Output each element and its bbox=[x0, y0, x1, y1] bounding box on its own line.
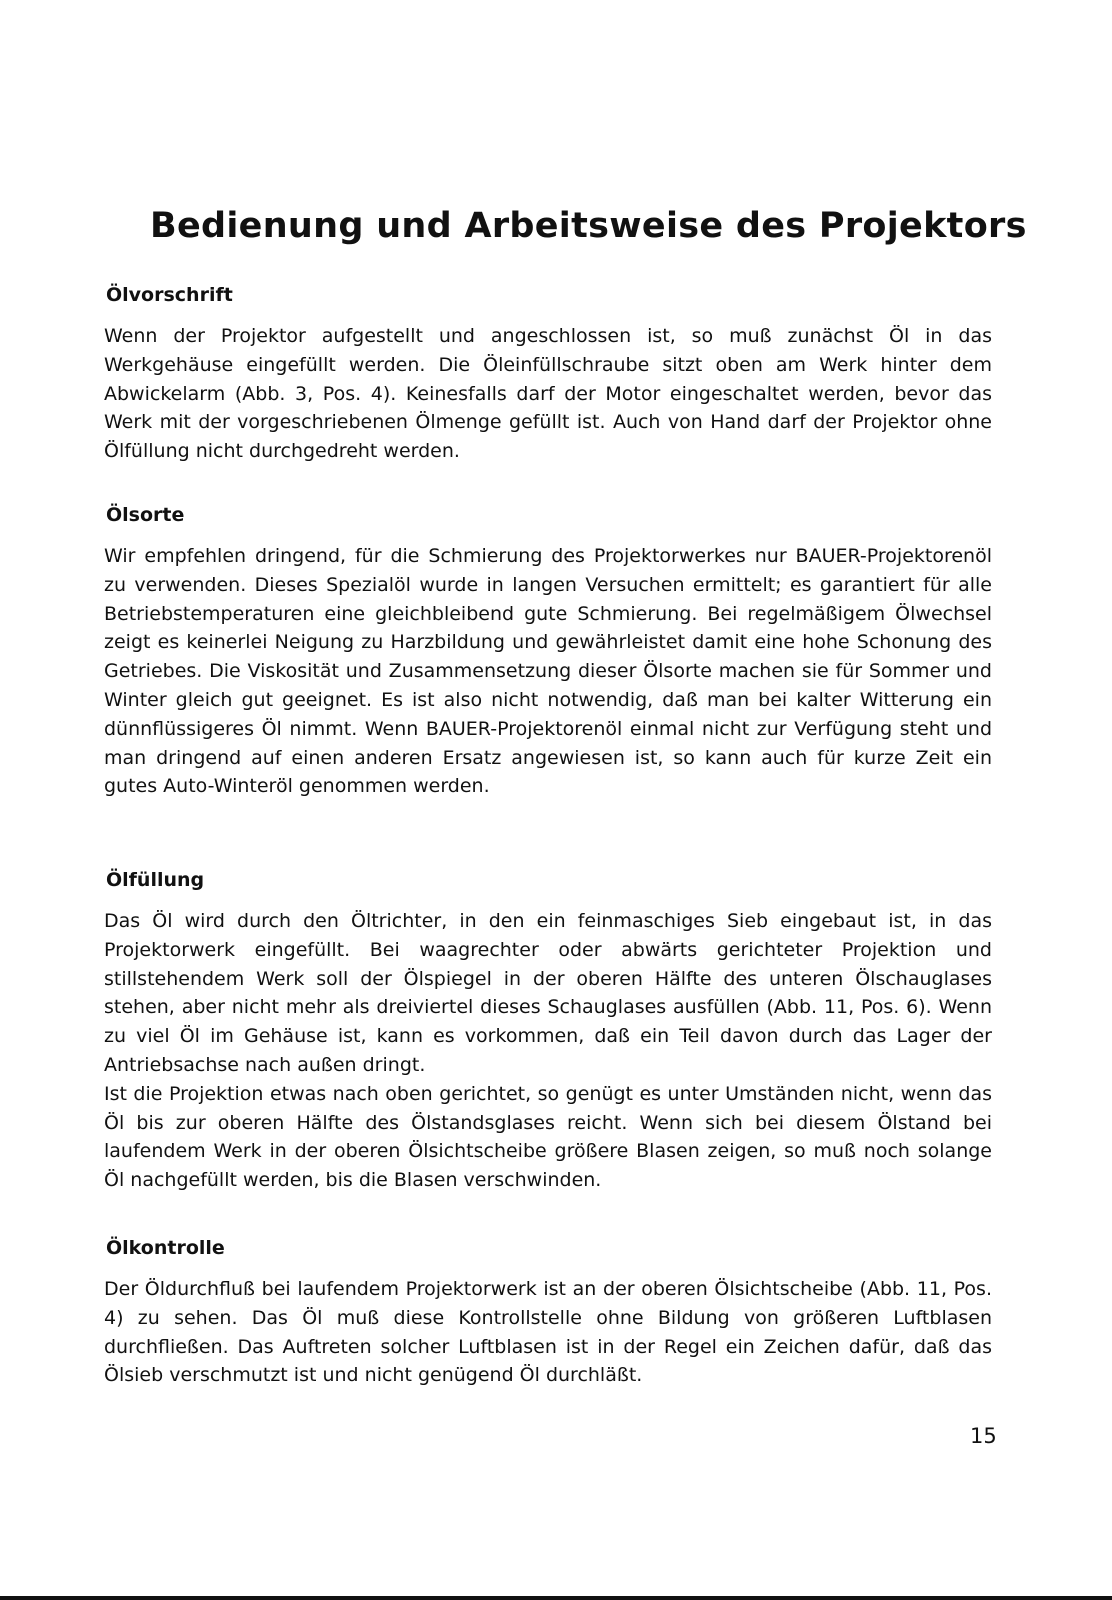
bottom-rule bbox=[0, 1596, 1112, 1600]
section-oelsorte bbox=[104, 502, 992, 801]
section-heading: Ölsorte bbox=[106, 504, 185, 526]
section-heading: Ölfüllung bbox=[106, 869, 205, 891]
section-oelkontrolle bbox=[104, 1235, 992, 1390]
section-paragraph: Der Öldurchfluß bei laufendem Projektorwerk ist an der oberen Ölsichtscheibe (Abb. 11, Pos. 4) zu sehen. Das Öl muß diese Kontrollstelle ohne Bildung von größeren Luftblasen durchfließen. Das Auftreten solcher Luftblasen ist in der Regel ein Zeichen dafür, daß das Ölsieb verschmutzt ist und nicht genügend Öl durchläßt. bbox=[104, 1278, 992, 1387]
section-paragraph: Wenn der Projektor aufgestellt und angeschlossen ist, so muß zunächst Öl in das Werkgehäuse eingefüllt werden. Die Öleinfüllschraube sitzt oben am Werk hinter dem Abwickelarm (Abb. 3, Pos. 4). Keinesfalls darf der Motor eingeschaltet werden, bevor das Werk mit der vorgeschriebenen Ölmenge gefüllt ist. Auch von Hand darf der Projektor ohne Ölfüllung nicht durchgedreht werden. bbox=[104, 325, 992, 463]
section-oelvorschrift bbox=[104, 282, 992, 466]
section-paragraph: Das Öl wird durch den Öltrichter, in den ein feinmaschiges Sieb eingebaut ist, in das Projektorwerk eingefüllt. Bei waagrechter oder abwärts gerichteter Projektion und stillstehendem Werk soll der Ölspiegel in der oberen Hälfte des unteren Ölschauglases stehen, aber nicht mehr als dreiviertel dieses Schauglases ausfüllen (Abb. 11, Pos. 6). Wenn zu viel Öl im Gehäuse ist, kann es vorkommen, daß ein Teil davon durch das Lager der Antriebsachse nach außen dringt. bbox=[104, 910, 992, 1076]
section-paragraph: Wir empfehlen dringend, für die Schmierung des Projektorwerkes nur BAUER-Projektorenöl zu verwenden. Dieses Spezialöl wurde in langen Versuchen ermittelt; es garantiert für alle Betriebstemperaturen eine gleichbleibend gute Schmierung. Bei regelmäßigem Ölwechsel zeigt es keinerlei Neigung zu Harzbildung und gewährleistet damit eine hohe Schonung des Getriebes. Die Viskosität und Zusammensetzung dieser Ölsorte machen sie für Sommer und Winter gleich gut geeignet. Es ist also nicht notwendig, daß man bei kalter Witterung ein dünnflüssigeres Öl nimmt. Wenn BAUER-Projektorenöl einmal nicht zur Verfügung steht und man dringend auf einen anderen Ersatz angewiesen ist, so kann auch für kurze Zeit ein gutes Auto-Winteröl genommen werden. bbox=[104, 545, 992, 798]
section-oelfuellung bbox=[104, 867, 992, 1195]
section-paragraph: Ist die Projektion etwas nach oben gerichtet, so genügt es unter Umständen nicht, wenn das Öl bis zur oberen Hälfte des Ölstandsglases reicht. Wenn sich bei diesem Ölstand bei laufendem Werk in der oberen Ölsichtscheibe größere Blasen zeigen, so muß noch solange Öl nachgefüllt werden, bis die Blasen verschwinden. bbox=[104, 1082, 992, 1192]
section-heading: Ölkontrolle bbox=[106, 1237, 225, 1259]
section-heading: Ölvorschrift bbox=[106, 284, 233, 306]
page-number: 15 bbox=[970, 1424, 997, 1448]
page-title: Bedienung und Arbeitsweise des Projektors bbox=[150, 206, 1027, 246]
